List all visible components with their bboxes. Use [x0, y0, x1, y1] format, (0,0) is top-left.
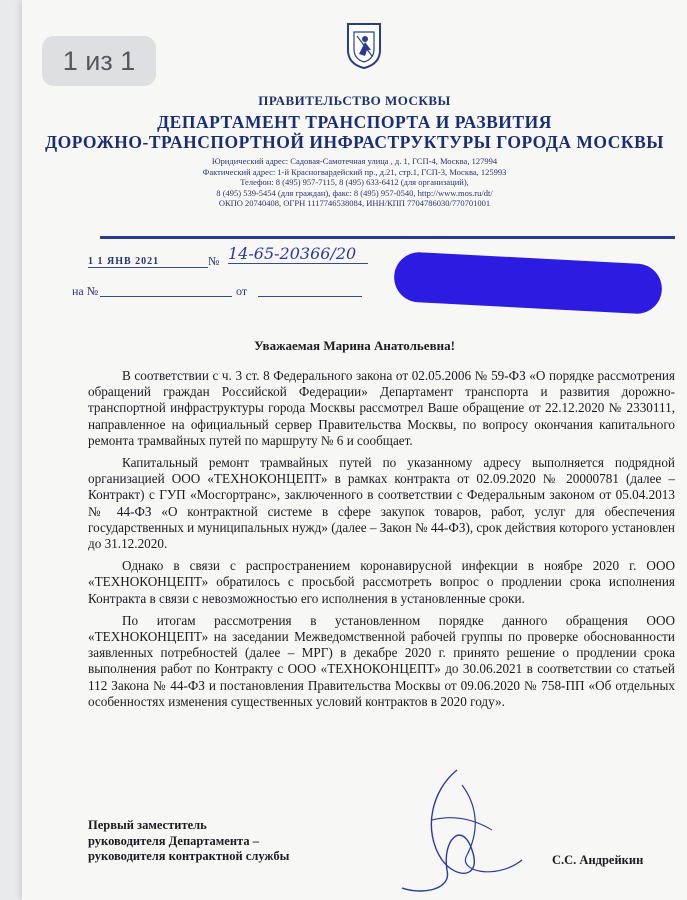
- address-line: ОКПО 20740408, ОГРН 1117746538084, ИНН/КПП 7704786030/770701001: [218, 198, 491, 209]
- government-heading: ПРАВИТЕЛЬСТВО МОСКВЫ: [258, 93, 451, 108]
- signatory-title: [88, 818, 289, 865]
- moscow-coat-of-arms-icon: [345, 20, 383, 70]
- address-line: Телефон: 8 (495) 957-7115, 8 (495) 633-6412 (для организаций),: [240, 177, 469, 188]
- address-line: 8 (495) 539-5454 (для граждан), факс: 8 (495) 957-0540, http://www.mos.ru/dt/: [216, 187, 493, 198]
- department-heading-line2: ДОРОЖНО-ТРАНСПОРТНОЙ ИНФРАСТРУКТУРЫ ГОРОДА МОСКВЫ: [45, 132, 664, 152]
- signatory-name: С.С. Андрейкин: [552, 853, 644, 867]
- body-paragraph: По итогам рассмотрения в установленном порядке данного обращения ООО «ТЕХНОКОНЦЕПТ» на заседании Межведомственной рабочей группы по проверке обоснованности заявленных потребностей (далее – МРГ) в декабре 2020 г. принято решение о продлении срока выполнения работ по Контракту с ООО «ТЕХНОКОНЦЕПТ» до 30.06.2021 в соответствии со статьей 112 Закона № 44-ФЗ и постановления Правительства Москвы от 09.06.2020 № 758-ПП «Об отдельных особенностях изменения существенных условий контрактов в 2020 году».: [88, 612, 675, 709]
- reference-date-line: [258, 296, 362, 297]
- registration-number-label: №: [208, 254, 220, 268]
- signatory-title-line: руководителя Департамента –: [88, 833, 259, 848]
- letter-body: [88, 368, 675, 716]
- letter-page: [22, 0, 687, 900]
- reference-number-line: [100, 296, 232, 297]
- address-line: Фактический адрес: 1-й Красногвардейский пр., д.21, стр.1, ГСП-3, Москва, 125993: [202, 166, 507, 177]
- reference-date-label: от: [236, 284, 248, 298]
- handwritten-signature: [362, 760, 552, 900]
- address-block: [22, 156, 687, 209]
- address-line: Юридический адрес: Садовая-Самотечная улица , д. 1, ГСП-4, Москва, 127994: [211, 156, 498, 166]
- reference-number-label: на №: [72, 284, 99, 298]
- signatory-title-line: руководителя контрактной службы: [88, 849, 290, 863]
- department-heading-line1: ДЕПАРТАМЕНТ ТРАНСПОРТА И РАЗВИТИЯ: [157, 112, 552, 132]
- body-paragraph: Однако в связи с распространением коронавирусной инфекции в ноябре 2020 г. ООО «ТЕХНОКОНЦЕПТ» обратилось с просьбой рассмотреть вопрос о продлении срока исполнения Контракта в связи с невозможностью его исполнения в установленные сроки.: [88, 558, 675, 606]
- greeting: Уважаемая Марина Анатольевна!: [254, 338, 455, 353]
- letterhead-divider: [100, 236, 675, 239]
- body-paragraph: В соответствии с ч. 3 ст. 8 Федерального закона от 02.05.2006 № 59-ФЗ «О порядке рассмотрения обращений граждан Российской Федерации» Департамент транспорта и развития дорожно-транспортной инфраструктуры города Москвы рассмотрел Ваше обращение от 22.12.2020 № 2330111, направленное на официальный сервер Правительства Москвы, по вопросу окончания капитального ремонта трамвайных путей по маршруту № 6 и сообщает.: [88, 368, 675, 448]
- body-paragraph: Капитальный ремонт трамвайных путей по указанному адресу выполняется подрядной организацией ООО «ТЕХНОКОНЦЕПТ» в рамках контракта от 02.09.2020 № 20000781 (далее – Контракт) с ГУП «Мосгортранс», заключенного в соответствии с Федеральным законом от 05.04.2013 № 44-ФЗ «О контрактной системе в сфере закупок товаров, работ, услуг для обеспечения государственных и муниципальных нужд» (далее – Закон № 44-ФЗ), срок действия которого установлен до 31.12.2020.: [88, 455, 675, 552]
- registration-number: 14-65-20366/20: [228, 244, 368, 264]
- redaction-mark: [393, 251, 663, 315]
- page-counter-badge: 1 из 1: [42, 36, 156, 86]
- signatory-title-line: Первый заместитель: [88, 818, 207, 832]
- registration-date: 1 1 ЯНВ 2021: [88, 256, 208, 268]
